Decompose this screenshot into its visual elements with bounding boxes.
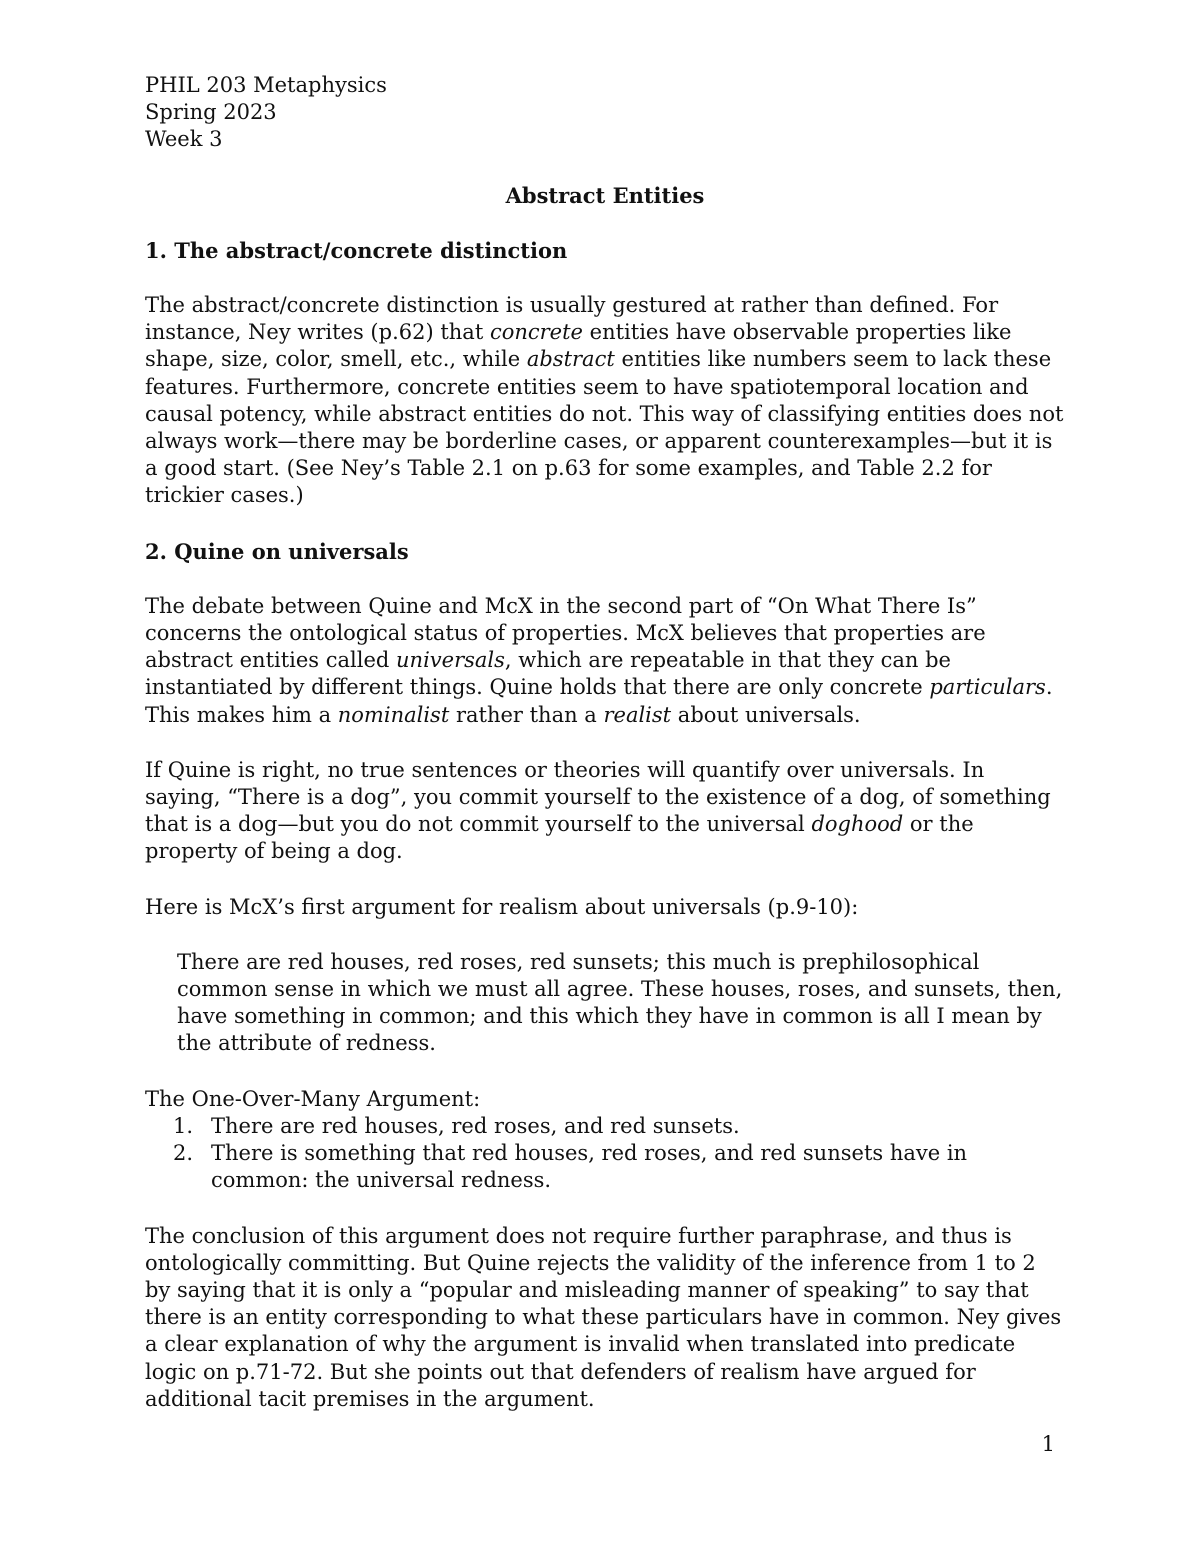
list-intro: The One-Over-Many Argument:: [145, 1086, 481, 1111]
course-name: PHIL 203 Metaphysics: [145, 73, 387, 97]
emphasis-realist: realist: [603, 702, 672, 727]
emphasis-doghood: doghood: [811, 812, 904, 837]
emphasis-nominalist: nominalist: [337, 702, 450, 727]
section-2-heading: 2. Quine on universals: [145, 538, 409, 564]
section-2-paragraph-1: The debate between Quine and McX in the second part of “On What There Is” concerns the ontological status of properties. McX believes that properties are abstract entities called universals, which are repeatable in that they can be instantiated by different things. Quine holds that there are only concrete particulars. This makes him a nominalist rather than a realist about universals.: [145, 593, 1053, 727]
emphasis-abstract: abstract: [526, 347, 615, 372]
emphasis-concrete: concrete: [489, 320, 583, 345]
argument-list: [145, 1113, 1065, 1195]
section-1-paragraph-1: The abstract/concrete distinction is usually gestured at rather than defined. For instance, Ney writes (p.62) that concrete entities have observable properties like shape, size, color, smell, etc., while abstract entities like numbers seem to lack these features. Furthermore, concrete entities seem to have spatiotemporal location and causal potency, while abstract entities do not. This way of classifying entities does not always work—there may be borderline cases, or apparent counterexamples—but it is a good start. (See Ney’s Table 2.1 on p.63 for some examples, and Table 2.2 for trickier cases.): [145, 293, 1064, 508]
section-1-heading: 1. The abstract/concrete distinction: [145, 237, 568, 263]
list-item-text: There is something that red houses, red roses, and red sunsets have in common: the universal redness.: [211, 1141, 968, 1193]
section-2-paragraph-4: The conclusion of this argument does not require further paraphrase, and thus is ontologically committing. But Quine rejects the validity of the inference from 1 to 2 by saying that it is only a “popular and misleading manner of speaking” to say that there is an entity corresponding to what these particulars have in common. Ney gives a clear explanation of why the argument is invalid when translated into predicate logic on p.71-72. But she points out that defenders of realism have argued for additional tacit premises in the argument.: [145, 1223, 1062, 1411]
page-number: 1: [1041, 1432, 1055, 1456]
document-title: Abstract Entities: [505, 182, 705, 208]
emphasis-particulars: particulars: [929, 675, 1046, 700]
list-item-number: 2.: [173, 1141, 194, 1166]
document-page: [145, 72, 1065, 1413]
section-2-paragraph-3: Here is McX’s first argument for realism about universals (p.9-10):: [145, 894, 859, 919]
term: Spring 2023: [145, 100, 277, 125]
week: Week 3: [145, 127, 223, 152]
list-item-text: There are red houses, red roses, and red sunsets.: [211, 1113, 740, 1138]
list-item: [145, 1113, 1065, 1140]
emphasis-universals: universals: [396, 648, 505, 673]
section-2-paragraph-2: If Quine is right, no true sentences or theories will quantify over universals. In saying, “There is a dog”, you commit yourself to the existence of a dog, of something that is a dog—but you do not commit yourself to the universal doghood or the property of being a dog.: [145, 757, 1051, 864]
block-quote: There are red houses, red roses, red sunsets; this much is prephilosophical common sense in which we must all agree. These houses, roses, and sunsets, then, have something in common; and this which they have in common is all I mean by the attribute of redness.: [177, 949, 1063, 1056]
list-item: [145, 1140, 1065, 1194]
list-item-number: 1.: [173, 1113, 194, 1138]
